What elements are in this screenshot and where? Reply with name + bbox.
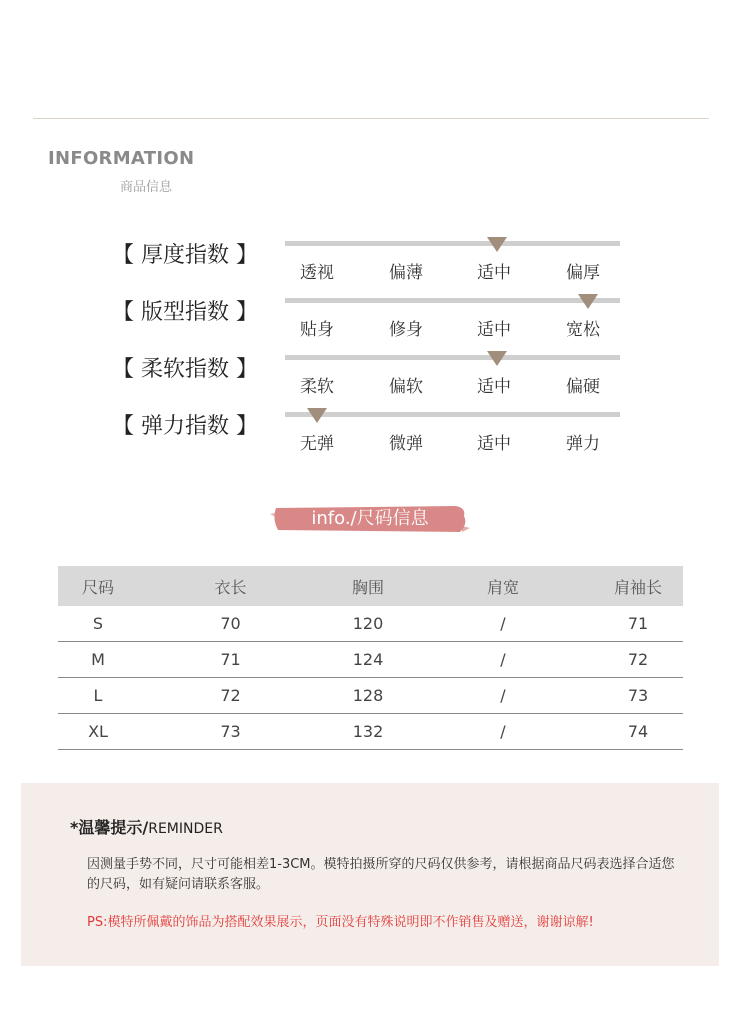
- index-option: 弹力: [566, 434, 600, 454]
- index-scale-bar: [285, 241, 620, 246]
- index-label: 【 弹力指数 】: [112, 414, 258, 439]
- index-label: 【 版型指数 】: [112, 300, 258, 325]
- reminder-title-cn: *温馨提示/: [70, 818, 149, 837]
- index-option: 适中: [477, 263, 511, 283]
- cell-shoulder: /: [413, 606, 593, 642]
- index-option: 无弹: [300, 434, 334, 454]
- index-label: 【 柔软指数 】: [112, 357, 258, 382]
- index-option: 适中: [477, 377, 511, 397]
- header-size: 尺码: [58, 566, 138, 606]
- reminder-text: 因测量手势不同，尺寸可能相差1-3CM。模特拍摄所穿的尺码仅供参考，请根据商品尺码表选择合适您的尺码，如有疑问请联系客服。: [87, 857, 675, 892]
- index-option: 偏厚: [566, 263, 600, 283]
- index-marker-icon: [578, 294, 598, 309]
- cell-size: XL: [58, 714, 138, 750]
- cell-sleeve: 71: [593, 606, 683, 642]
- size-info-label: info./尺码信息: [311, 508, 429, 529]
- header-bust: 胸围: [323, 566, 413, 606]
- index-option: 修身: [389, 320, 423, 340]
- index-scale-bar: [285, 298, 620, 303]
- cell-size: S: [58, 606, 138, 642]
- cell-size: L: [58, 678, 138, 714]
- reminder-ps: PS:模特所佩戴的饰品为搭配效果展示，页面没有特殊说明即不作销售及赠送，谢谢谅解!: [87, 915, 594, 930]
- index-option: 透视: [300, 263, 334, 283]
- cell-bust: 120: [323, 606, 413, 642]
- index-option: 适中: [477, 434, 511, 454]
- index-scale-bar: [285, 412, 620, 417]
- cell-sleeve: 73: [593, 678, 683, 714]
- header-sleeve: 肩袖长: [593, 566, 683, 606]
- index-option: 宽松: [566, 320, 600, 340]
- reminder-panel: [21, 783, 719, 966]
- table-row: [58, 678, 683, 714]
- reminder-title-en: REMINDER: [148, 821, 223, 837]
- index-option: 偏硬: [566, 377, 600, 397]
- index-option: 贴身: [300, 320, 334, 340]
- index-option: 偏薄: [389, 263, 423, 283]
- cell-length: 73: [138, 714, 323, 750]
- table-row: [58, 606, 683, 642]
- cell-bust: 124: [323, 642, 413, 678]
- index-option: 偏软: [389, 377, 423, 397]
- reminder-title: [70, 815, 223, 838]
- size-table: [58, 566, 683, 750]
- table-row: [58, 714, 683, 750]
- index-scale-bar: [285, 355, 620, 360]
- size-table-header: [58, 566, 683, 606]
- header-shoulder: 肩宽: [413, 566, 593, 606]
- cell-size: M: [58, 642, 138, 678]
- cell-sleeve: 74: [593, 714, 683, 750]
- index-marker-icon: [487, 351, 507, 366]
- table-row: [58, 642, 683, 678]
- info-subtitle: 商品信息: [120, 180, 173, 195]
- index-marker-icon: [307, 408, 327, 423]
- cell-sleeve: 72: [593, 642, 683, 678]
- header-length: 衣长: [138, 566, 323, 606]
- cell-bust: 132: [323, 714, 413, 750]
- size-info-badge: [270, 502, 470, 536]
- index-label: 【 厚度指数 】: [112, 243, 258, 268]
- index-option: 微弹: [389, 434, 423, 454]
- cell-shoulder: /: [413, 642, 593, 678]
- cell-length: 71: [138, 642, 323, 678]
- cell-shoulder: /: [413, 678, 593, 714]
- info-title: INFORMATION: [48, 148, 195, 169]
- index-option: 适中: [477, 320, 511, 340]
- cell-length: 72: [138, 678, 323, 714]
- index-option: 柔软: [300, 377, 334, 397]
- cell-length: 70: [138, 606, 323, 642]
- cell-shoulder: /: [413, 714, 593, 750]
- top-divider: [33, 118, 709, 119]
- index-marker-icon: [487, 237, 507, 252]
- cell-bust: 128: [323, 678, 413, 714]
